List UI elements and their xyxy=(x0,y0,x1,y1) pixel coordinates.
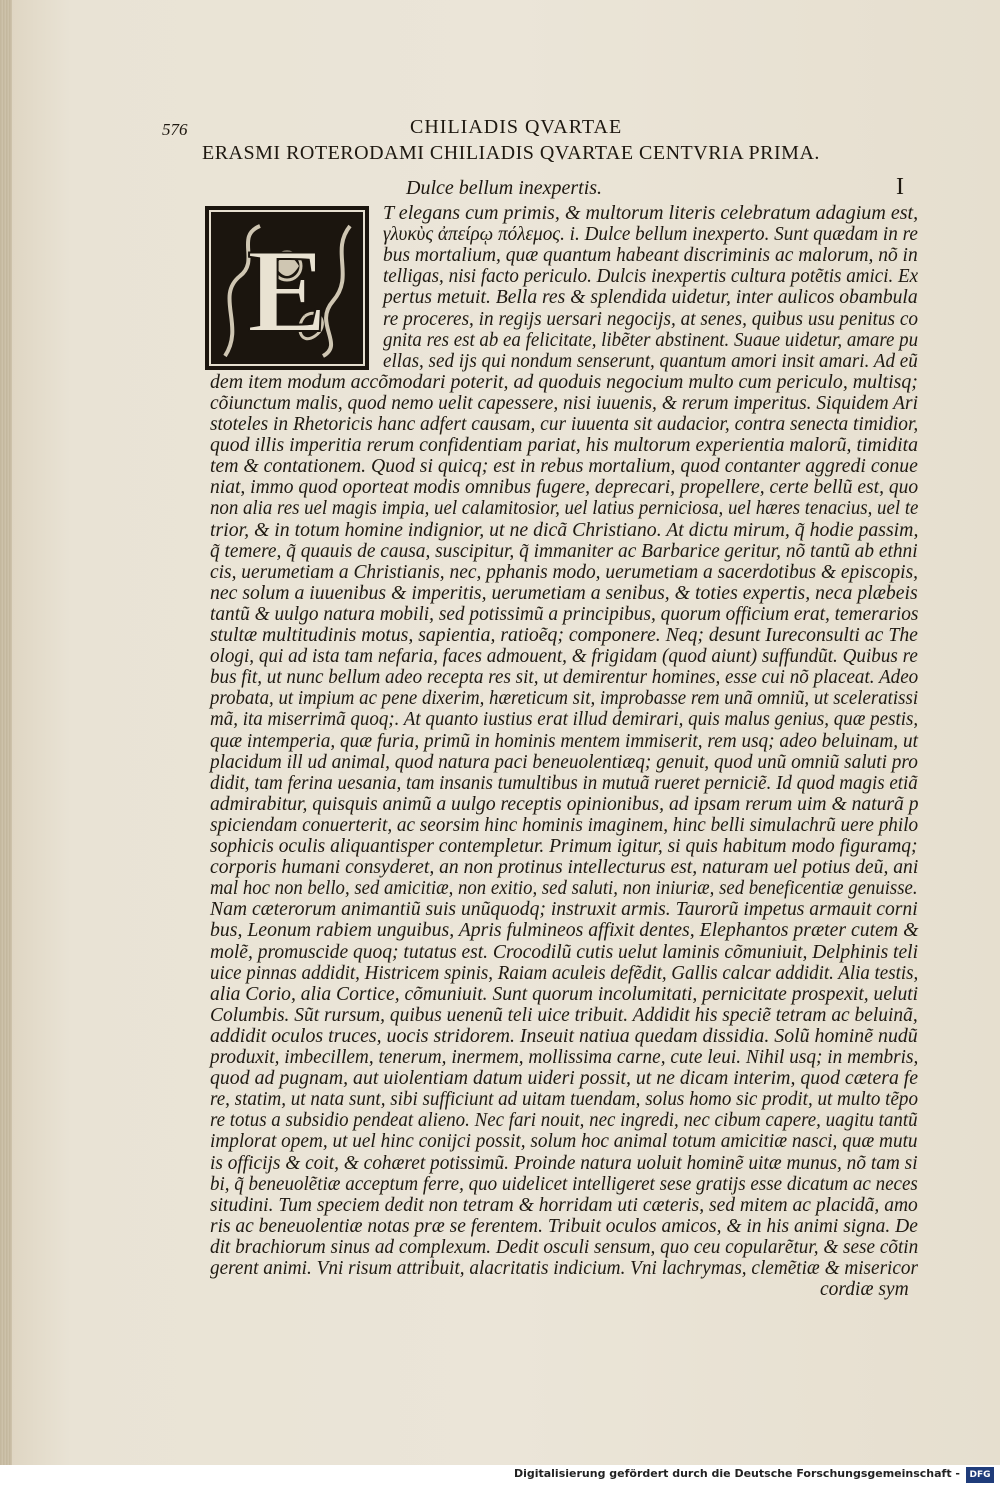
text-line: re, statim, ut nata sunt, sibi sufficiunt ad uitam tuendam, solus homo sic prodit, ut multo tẽpo xyxy=(210,1089,918,1111)
text-line: quæ intemperia, quæ furia, primũ in hominis mentem immiserit, rem usq; adeo beluinam, ut xyxy=(210,730,918,752)
text-line: dem item modum accõmodari poterit, ad quoduis negocium multo cum periculo, multisq; xyxy=(210,371,918,393)
text-line: Nam cæterorum animantiũ suis unũquodq; instruxit armis. Taurorũ impetus armauit corni xyxy=(210,899,918,921)
text-line: re proceres, in regijs uersari negocijs, at senes, quibus usu penitus co xyxy=(383,308,918,330)
text-line: q̃ temere, q̃ quauis de causa, suscipitur, q̃ immaniter ac Barbarice geritur, nõ tantũ ab ethni xyxy=(210,540,918,562)
text-line: ellas, sed ijs qui nondum senserunt, quantum amori insit amari. Ad eũ xyxy=(383,350,918,372)
text-line: stoteles in Rhetoricis hanc adfert causam, cur iuuenta sit audacior, contra senecta timidior, xyxy=(210,414,919,435)
text-line: uice pinnas addidit, Histricem spinis, Raiam aculeis defẽdit, Gallis calcar addidit. Alia testis, xyxy=(210,962,919,984)
text-line: placidum ill ud animal, quod natura paci beneuolentiæq; genuit, quod unũ omniũ saluti pro xyxy=(210,751,918,773)
text-line: quod ad pugnam, aut uiolentiam datum uideri possit, ut ne dicam interim, quod cætera fe xyxy=(210,1068,919,1090)
text-line: T elegans cum primis, & multorum literis celebratum adagium est, xyxy=(383,203,919,224)
text-line: γλυκὺς ἀπείρῳ πόλεμος. i. Dulce bellum inexperto. Sunt quædam in re xyxy=(383,224,918,246)
text-line: niat, immo quod oporteat modis omnibus fugere, deprecari, propellere, certe bellũ est, quo xyxy=(210,477,919,499)
text-line: cõiunctum malis, quod nemo uelit capessere, nisi iuuenis, & rerum imperitus. Siquidem Ari xyxy=(210,392,918,414)
text-line: tem & contationem. Quod si quicq; est in rebus mortalium, quod contanter aggredi conue xyxy=(210,456,918,478)
text-line: dit brachiorum sinus ad complexum. Dedit osculi sensum, quo ceu copularẽtur, & sese cõtin xyxy=(210,1236,919,1258)
text-line: molẽ, promuscide quoq; tutatus est. Crocodilũ cutis uelut laminis cõmuniuit, Delphinis teli xyxy=(210,941,918,963)
text-line: mal hoc non bello, sed amicitiæ, non exitio, sed saluti, non iniuriæ, sed beneficentiæ genuisse. xyxy=(210,878,918,900)
book-title-line: ERASMI ROTERODAMI CHILIADIS QVARTAE CENTVRIA PRIMA. xyxy=(202,142,820,164)
decorated-initial-e xyxy=(205,206,369,370)
text-line: implorat opem, ut uel hinc conijci possit, solum hoc animal totum amicitiæ nasci, quæ mutu xyxy=(210,1131,918,1153)
text-line: ologi, qui ad ista tam nefaria, faces admouent, & frigidam (quod aiunt) suffundũt. Quibus re xyxy=(210,646,918,668)
text-line: sophicis oculis aliquantisper contempletur. Primum igitur, si quis habitum modo figuramq; xyxy=(210,836,918,857)
dfg-logo: DFG xyxy=(966,1467,994,1483)
text-line: Columbis. Sũt rursum, quibus uenenũ teli uice tribuit. Addidit his speciẽ tetram ac beluinã, xyxy=(210,1004,918,1026)
text-line: bus fit, ut nunc bellum adeo recepta res sit, ut demirentur homines, esse cui nõ placeat. Adeo xyxy=(210,667,919,689)
text-line: re totus a subsidio pendeat alieno. Nec fari nouit, nec ingredi, nec cibum capere, uagitu tantũ xyxy=(210,1110,918,1132)
text-line: situdini. Tum speciem dedit non tetram & horridam uti cæteris, sed mitem ac placidã, amo xyxy=(210,1194,918,1216)
adage-title: Dulce bellum inexpertis. xyxy=(406,177,603,199)
funding-credit: Digitalisierung gefördert durch die Deutsche Forschungsgemeinschaft - xyxy=(513,1467,960,1480)
text-line: ris ac beneuolentiæ notas præ se ferentem. Tribuit oculos amicos, & in his animi signa. De xyxy=(210,1215,918,1237)
page-number: 576 xyxy=(162,120,188,139)
text-line: addidit oculos truces, uocis stridorem. Inseuit natiua quedam dissidia. Solũ hominẽ nudũ xyxy=(210,1025,918,1047)
text-line: probata, ut impium ac pene dixerim, hæreticum sit, improbasse rem unã omniũ, ut sceleratissi xyxy=(210,688,919,710)
text-line: trior, & in totum homine indignior, ut ne dicã Christiano. At dictu mirum, q̃ hodie passim, xyxy=(210,519,919,541)
text-line: cordiæ sym xyxy=(820,1279,909,1301)
text-line: mã, ita miserrimã quoq;. At quanto iustius erat illud demirari, quis malus genius, quæ pestis, xyxy=(210,709,919,731)
text-line: telligas, nisi facto periculo. Dulcis inexpertis cultura potẽtis amici. Ex xyxy=(383,266,919,288)
text-line: stultæ multitudinis motus, sapientia, ratioẽq; componere. Neq; desunt Iureconsulti ac The xyxy=(210,625,918,646)
text-line: alia Corio, alia Cortice, cõmuniuit. Sunt quorum incolumitati, pernicitate prospexit, ueluti xyxy=(210,983,919,1005)
text-line: non alia res uel magis impia, uel calamitosior, uel latius perniciosa, uel hæres tenacius, uel te xyxy=(210,498,919,520)
adage-number: I xyxy=(896,174,904,200)
text-line: cis, uerumetiam a Christianis, nec, pphanis modo, uerumetiam a sacerdotibus & episcopis, xyxy=(210,561,918,583)
text-line: bus, Leonum rabiem unguibus, Apris fulmineos affixit dentes, Elephantos præter cutem & xyxy=(210,920,919,942)
text-line: gnita res est ab ea felicitate, libẽter abstinent. Suaue uidetur, amare pu xyxy=(383,329,919,351)
text-line: corporis humani consyderet, an non protinus intellecturus est, naturam uel potius deũ, ani xyxy=(210,857,919,879)
text-line: bi, q̃ beneuolẽtiæ acceptum ferre, quo uidelicet intelligeret sese gratijs esse dicatum ac neces xyxy=(210,1173,918,1195)
running-head: CHILIADIS QVARTAE xyxy=(410,116,623,138)
text-line: bus mortalium, quæ quantum habeant discriminis ac malorum, nõ in xyxy=(383,245,918,267)
text-line: quod illis imperitia rerum confidentiam pariat, his multorum experientia malorũ, timidita xyxy=(210,435,918,457)
text-line: nec solum a iuuenibus & imperitis, uerumetiam a senibus, & toties expertis, neca plæbeis xyxy=(210,582,918,604)
initial-letter: E xyxy=(246,224,328,357)
text-line: tantũ & uulgo natura mobili, sed potissimũ a principibus, quorum officium erat, temerarios xyxy=(210,603,919,625)
text-line: pertus metuit. Bella res & splendida uidetur, inter aulicos obambula xyxy=(383,287,918,309)
text-line: gerent animi. Vni risum attribuit, alacritatis indicium. Vni lachrymas, clemẽtiæ & misericor xyxy=(210,1258,919,1279)
text-line: didit, tam ferina uesania, tam insanis tumultibus in mutuã rueret perniciẽ. Id quod magis etiã xyxy=(210,772,918,794)
text-line: is officijs & coit, & cohæret potissimũ. Proinde natura uoluit hominẽ uitæ munus, nõ tam si xyxy=(210,1152,918,1174)
text-line: spiciendam conuerterit, ac seorsim hinc hominis imaginem, hinc belli simulachrũ uere philo xyxy=(210,814,919,836)
text-line: admirabitur, quisquis animũ a uulgo receptis opinionibus, ad ipsam rerum uim & naturã p xyxy=(210,793,919,815)
text-line: produxit, imbecillem, tenerum, inermem, mollissima carne, cute leui. Nihil usq; in membris, xyxy=(210,1047,919,1068)
